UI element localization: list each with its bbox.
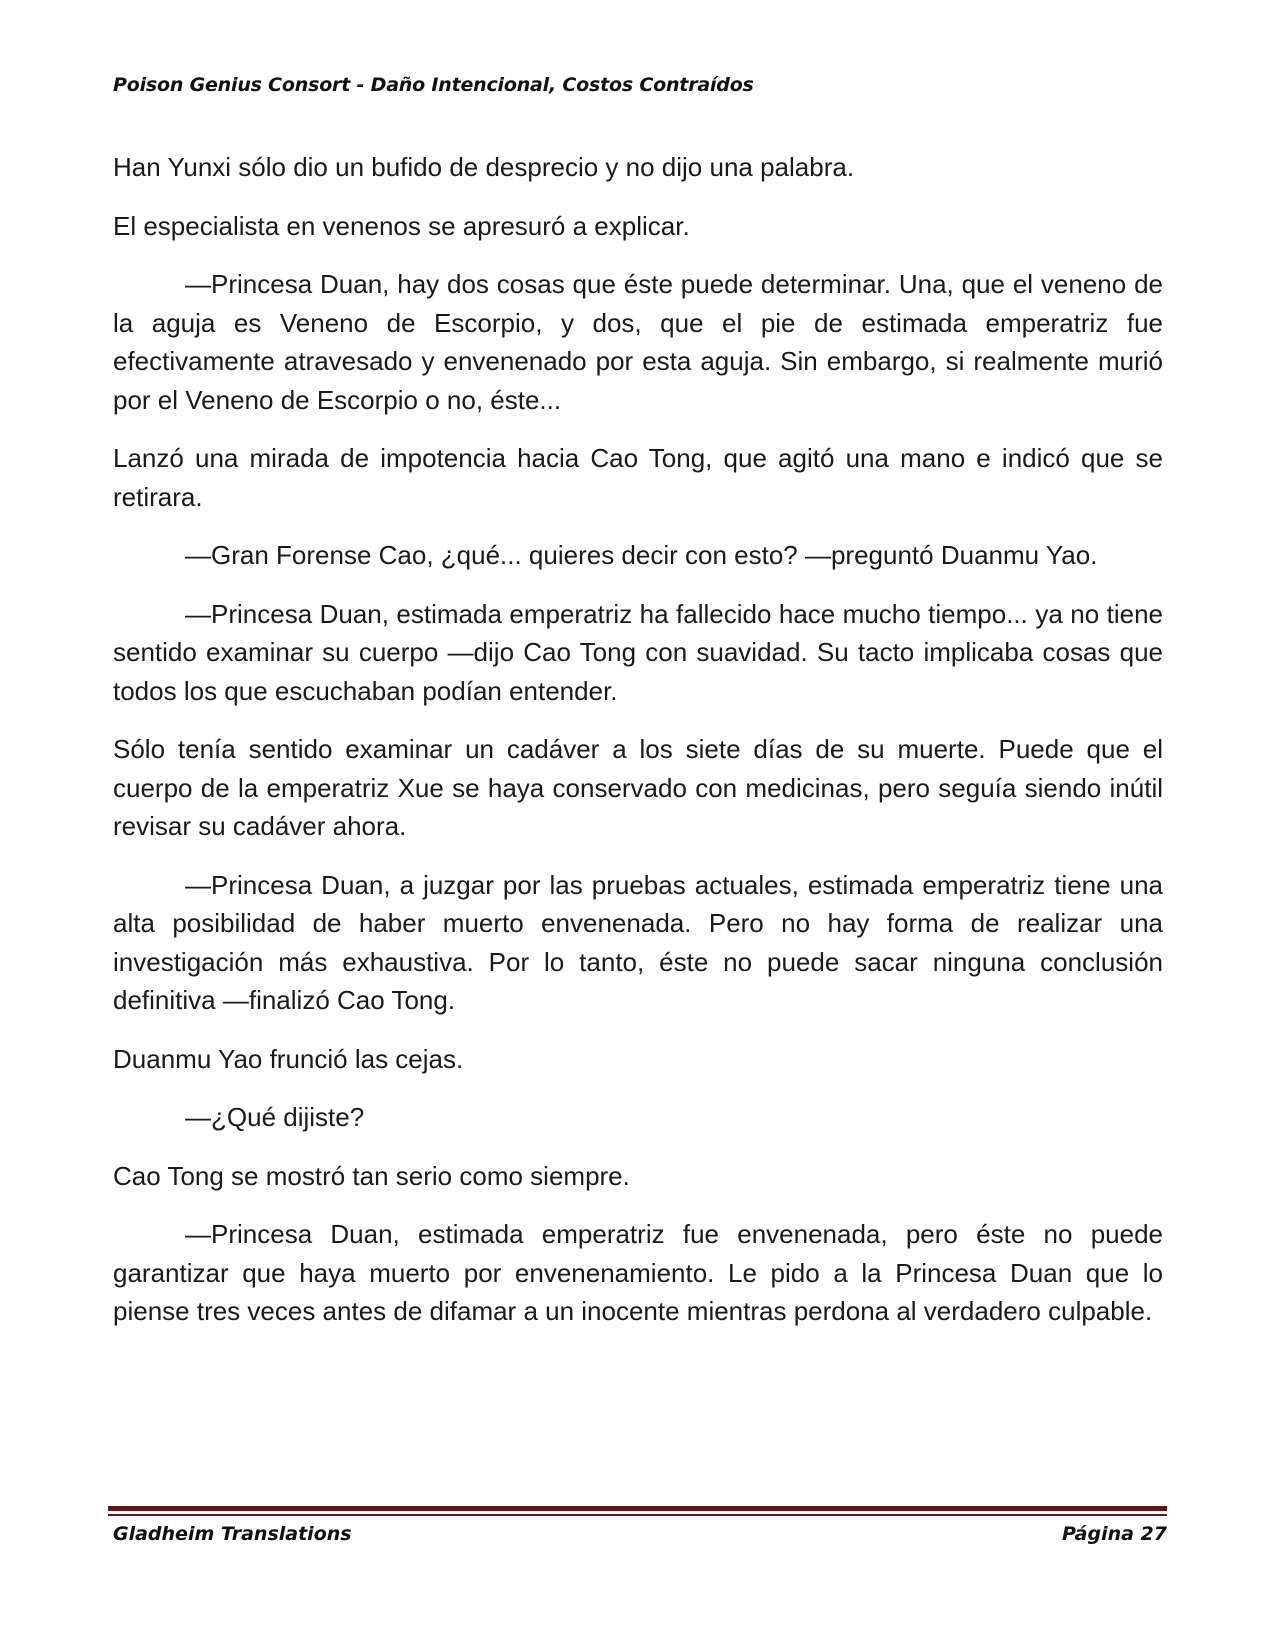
running-header: Poison Genius Consort - Daño Intencional, Costos Contraídos xyxy=(113,74,754,96)
footer-divider-thin xyxy=(108,1514,1167,1516)
dialogue-paragraph: —¿Qué dijiste? xyxy=(185,1102,365,1132)
paragraph: Cao Tong se mostró tan serio como siempre. xyxy=(113,1160,630,1191)
dialogue-paragraph: —Gran Forense Cao, ¿qué... quieres decir con esto? —preguntó Duanmu Yao. xyxy=(185,540,1098,570)
dialogue-paragraph: —Princesa Duan, estimada emperatriz ha fallecido hace mucho tiempo... ya no tiene sentido examinar su cuerpo —dijo Cao Tong con suavidad. Su tacto implicaba cosas que todos los que escuchaban podían entender. xyxy=(113,598,1163,706)
paragraph: Lanzó una mirada de impotencia hacia Cao Tong, que agitó una mano e indicó que se retirara. xyxy=(113,443,1163,512)
paragraph: Duanmu Yao frunció las cejas. xyxy=(113,1043,464,1074)
paragraph: Han Yunxi sólo dio un bufido de desprecio y no dijo una palabra. xyxy=(113,152,855,182)
dialogue-paragraph: —Princesa Duan, a juzgar por las pruebas actuales, estimada emperatriz tiene una alta posibilidad de haber muerto envenenada. Pero no hay forma de realizar una investigación más exhaustiva. Por lo tanto, éste no puede sacar ninguna conclusión definitiva —finalizó Cao Tong. xyxy=(113,869,1163,1015)
document-body xyxy=(113,148,1163,1351)
dialogue-paragraph: —Princesa Duan, estimada emperatriz fue envenenada, pero éste no puede garantizar que haya muerto por envenenamiento. Le pido a la Princesa Duan que lo piense tres veces antes de difamar a un inocente mientras perdona al verdadero culpable. xyxy=(113,1219,1163,1326)
page-number: Página 27 xyxy=(1061,1523,1167,1545)
paragraph: Sólo tenía sentido examinar un cadáver a los siete días de su muerte. Puede que el cuerpo de la emperatriz Xue se haya conservado con medicinas, pero seguía siendo inútil revisar su cadáver ahora. xyxy=(113,734,1163,841)
footer-credit: Gladheim Translations xyxy=(113,1523,352,1545)
dialogue-paragraph: —Princesa Duan, hay dos cosas que éste puede determinar. Una, que el veneno de la aguja es Veneno de Escorpio, y dos, que el pie de estimada emperatriz fue efectivamente atravesado y envenenado por esta aguja. Sin embargo, si realmente murió por el Veneno de Escorpio o no, éste... xyxy=(113,269,1163,415)
paragraph: El especialista en venenos se apresuró a explicar. xyxy=(113,210,690,241)
footer-divider-thick xyxy=(108,1506,1167,1511)
